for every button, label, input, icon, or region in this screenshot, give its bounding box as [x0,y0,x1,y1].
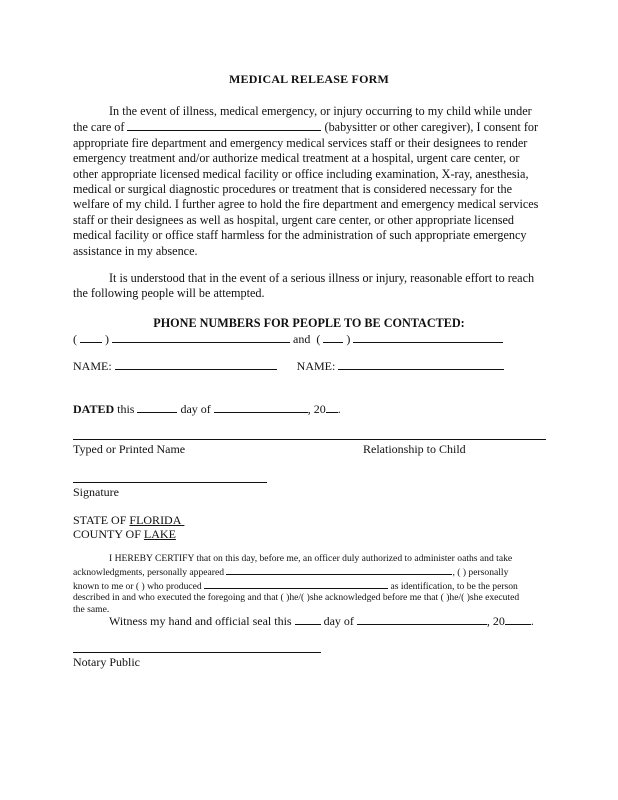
name-label-1: NAME: [73,359,112,373]
witness-month-field[interactable] [357,613,487,625]
county-value: LAKE [143,527,176,541]
intro-text-part1: In the event of illness, medical emergency, or injury occurring to my child while under the care of [73,104,532,135]
witness-day-field[interactable] [295,613,321,625]
dated-label: DATED [73,402,115,416]
certify-line-2-text: acknowledgments, personally appeared [73,566,225,578]
dated-period: . [337,402,341,416]
contact-name-field-2[interactable] [338,358,504,370]
certify-line-5: the same. [73,604,110,616]
understood-text: It is understood that in the event of a serious illness or injury, reasonable effort to reach the following people will be attempted. [73,271,535,301]
dated-year-field[interactable] [326,401,338,413]
identification-field[interactable] [204,579,388,589]
county-row [73,527,176,542]
form-title: MEDICAL RELEASE FORM [228,72,390,86]
certify-line-3 [73,579,545,593]
name-row [73,358,504,374]
dated-day-field[interactable] [137,401,177,413]
signature-label: Signature [73,485,119,499]
state-row [73,513,184,528]
dated-day-of-text: day of [180,402,211,416]
appeared-name-field[interactable] [226,565,452,575]
certify-line-4: described in and who executed the foregoing and that ( )he/( )she acknowledged before me that ( )he/( )she executed [73,592,520,604]
witness-year-field[interactable] [505,613,531,625]
relationship-label: Relationship to Child [363,442,466,456]
witness-year-prefix: , 20 [486,614,505,628]
state-value: FLORIDA [129,513,182,527]
county-label: COUNTY OF [73,527,141,541]
state-label: STATE OF [73,513,127,527]
certify-line-1: I HEREBY CERTIFY that on this day, before me, an officer duly authorized to administer oaths and take [109,553,513,564]
certify-line-3-end: as identification, to be the person [390,580,518,592]
contact-name-field-1[interactable] [115,358,277,370]
close-paren-2: ) [346,332,351,346]
dated-month-field[interactable] [214,401,308,413]
certify-line-2-end: , ( ) personally [452,566,509,578]
certify-line-3-text: known to me or ( ) who produced [73,580,202,592]
understood-paragraph [73,271,545,302]
typed-name-label: Typed or Printed Name [73,442,186,456]
name-label-2: NAME: [296,359,336,373]
witness-text: Witness my hand and official seal this [109,614,292,628]
witness-day-of-text: day of [323,614,354,628]
and-text: and [293,332,311,346]
notary-public-label: Notary Public [73,655,140,669]
area-code-field-2[interactable] [323,331,343,343]
caregiver-name-field[interactable] [127,119,321,131]
intro-paragraph [73,104,545,259]
phone-numbers-heading: PHONE NUMBERS FOR PEOPLE TO BE CONTACTED: [153,316,465,330]
signature-line[interactable] [73,482,267,483]
phone-row [73,331,503,347]
dated-row [73,401,341,417]
close-paren-1: ) [105,332,109,346]
dated-this-text: this [117,402,135,416]
phone-number-field-2[interactable] [353,331,503,343]
notary-signature-line[interactable] [73,652,321,653]
area-code-field-1[interactable] [80,331,102,343]
phone-number-field-1[interactable] [112,331,290,343]
certification-paragraph [73,553,545,616]
certify-line-2 [73,565,545,579]
dated-year-prefix: , 20 [307,402,326,416]
witness-period: . [530,614,534,628]
intro-text-part2: (babysitter or other caregiver), I consent for appropriate fire department and emergency medical services staff or their designees to render emergency treatment and/or authorize medical treatment at a hospital, urgent care center, or other appropriate licensed medical facility or office including examination, X-ray, anesthesia, medical or surgical diagnostic procedures or treatment that is considered necessary for the welfare of my child. I further agree to hold the fire department and emergency medical services staff or their designees as well as hospital, urgent care center, or other appropriate licensed medical facility or office staff harmless for the administration of such appropriate emergency assistance in my absence. [73,120,539,258]
witness-row [109,613,534,629]
open-paren-2: ( [316,332,321,346]
open-paren-1: ( [73,332,77,346]
typed-name-relationship-line[interactable] [73,439,546,440]
